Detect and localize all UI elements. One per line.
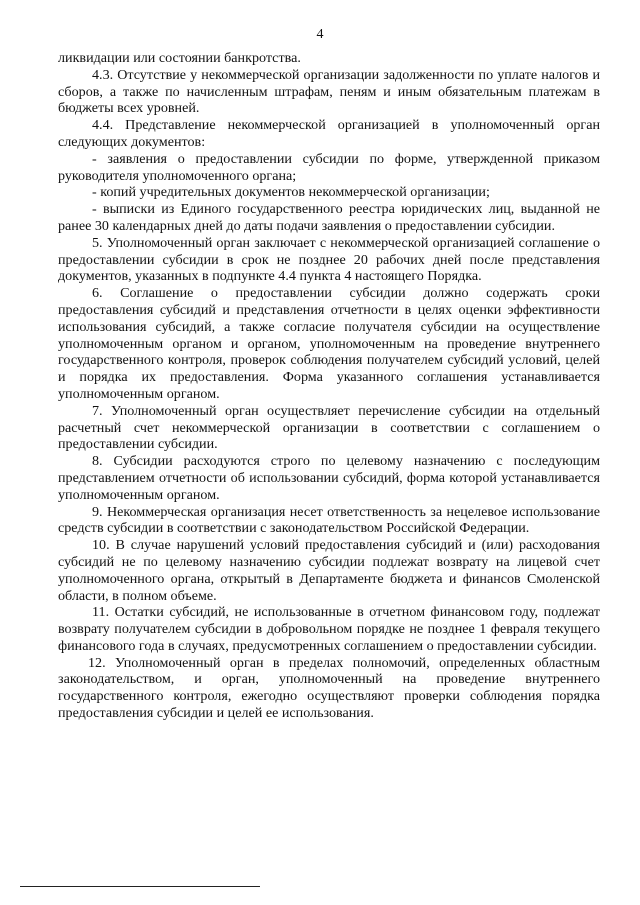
page-number: 4 <box>316 27 324 42</box>
list-item-registry-extract: - выписки из Единого государственного реестра юридических лиц, выданной не ранее 30 календарных дней до даты подачи заявления о предоставлении субсидии. <box>58 201 600 234</box>
paragraph-7: 7. Уполномоченный орган осуществляет перечисление субсидии на отдельный расчетный счет некоммерческой организации в соответствии с соглашением о предоставлении субсидии. <box>58 402 600 453</box>
footer-divider <box>20 886 260 887</box>
list-item-application: - заявления о предоставлении субсидии по форме, утвержденной приказом руководителя уполномоченного органа; <box>58 150 600 184</box>
paragraph-8: 8. Субсидии расходуются строго по целевому назначению с последующим представлением отчетности об использовании субсидий, форма которой устанавливается уполномоченным органом. <box>58 453 600 503</box>
document-body <box>58 50 600 722</box>
paragraph-5: 5. Уполномоченный орган заключает с некоммерческой организацией соглашение о предоставлении субсидии в срок не позднее 20 рабочих дней после представления документов, указанных в подпункте 4.4 пункта 4 настоящего Порядка. <box>58 234 600 285</box>
paragraph-continuation: ликвидации или состоянии банкротства. <box>58 50 301 66</box>
paragraph-6: 6. Соглашение о предоставлении субсидии должно содержать сроки предоставления субсидий и представления отчетности в целях оценки эффективности использования субсидий, а также согласие получателя субсидии на осуществление уполномоченным органом и органом, уполномоченным на проведение внутреннего государственного контроля, проверок соблюдения получателем субсидий условий, целей и порядка их предоставления. Форма указанного соглашения устанавливается уполномоченным органом. <box>58 285 600 402</box>
paragraph-4-4: 4.4. Представление некоммерческой организацией в уполномоченный орган следующих документов: <box>58 117 600 150</box>
paragraph-12: 12. Уполномоченный орган в пределах полномочий, определенных областным законодательством, и орган, уполномоченный на проведение внутреннего государственного контроля, ежегодно осуществляют проверки соблюдения порядка предоставления субсидии и целей ее использования. <box>58 654 600 722</box>
paragraph-4-3: 4.3. Отсутствие у некоммерческой организации задолженности по уплате налогов и сборов, а также по начисленным штрафам, пеням и иным обязательным платежам в бюджеты всех уровней. <box>58 66 600 117</box>
list-item-founding-documents: - копий учредительных документов некоммерческой организации; <box>92 184 490 201</box>
paragraph-9: 9. Некоммерческая организация несет ответственность за нецелевое использование средств субсидии в соответствии с законодательством Российской Федерации. <box>58 503 600 537</box>
paragraph-10: 10. В случае нарушений условий предоставления субсидий и (или) расходования субсидий не по целевому назначению субсидии подлежат возврату на лицевой счет уполномоченного органа, открытый в Департаменте бюджета и финансов Смоленской области, в полном объеме. <box>58 537 600 604</box>
paragraph-11: 11. Остатки субсидий, не использованные в отчетном финансовом году, подлежат возврату получателем субсидии в добровольном порядке не позднее 1 февраля текущего финансового года в случаях, предусмотренных соглашением о предоставлении субсидии. <box>58 604 600 654</box>
